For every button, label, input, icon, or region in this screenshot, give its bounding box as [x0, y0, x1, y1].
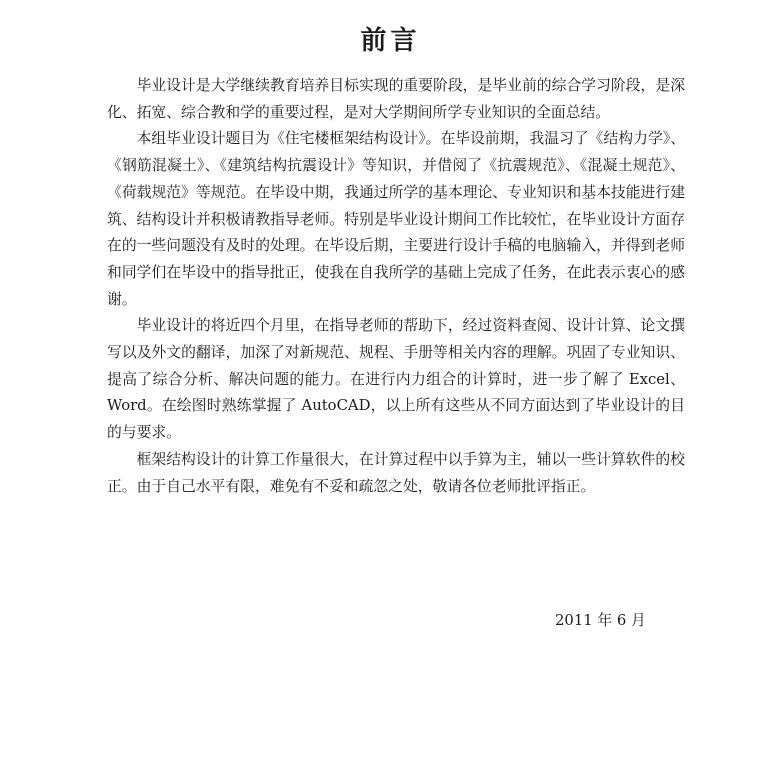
paragraph-4: 框架结构设计的计算工作量很大，在计算过程中以手算为主，辅以一些计算软件的校正。由于自己水平有限，难免有不妥和疏忽之处，敬请各位老师批评指正。: [107, 450, 685, 495]
page-title: 前言: [360, 26, 421, 56]
paragraph-3: 毕业设计的将近四个月里，在指导老师的帮助下，经过资料查阅、设计计算、论文撰写以及外文的翻译，加深了对新规范、规程、手册等相关内容的理解。巩固了专业知识、提高了综合分析、解决问题的能力。在进行内力组合的计算时，进一步了解了 Excel、Word。在绘图时熟练掌握了 AutoCAD，以上所有这些从不同方面达到了毕业设计的目的与要求。: [107, 317, 685, 442]
body-text: [107, 73, 685, 500]
date-signature: 2011 年 6 月: [555, 612, 646, 629]
paragraph-2: 本组毕业设计题目为《住宅楼框架结构设计》。在毕设前期，我温习了《结构力学》、《钢筋混凝土》、《建筑结构抗震设计》等知识，并借阅了《抗震规范》、《混凝土规范》、《荷载规范》等规范。在毕设中期，我通过所学的基本理论、专业知识和基本技能进行建筑、结构设计并积极请教指导老师。特别是毕业设计期间工作比较忙，在毕业设计方面存在的一些问题没有及时的处理。在毕设后期，主要进行设计手稿的电脑输入，并得到老师和同学们在毕设中的指导批正，使我在自我所学的基础上完成了任务，在此表示衷心的感谢。: [107, 130, 685, 308]
paragraph-1: 毕业设计是大学继续教育培养目标实现的重要阶段，是毕业前的综合学习阶段，是深化、拓宽、综合教和学的重要过程，是对大学期间所学专业知识的全面总结。: [107, 77, 685, 121]
